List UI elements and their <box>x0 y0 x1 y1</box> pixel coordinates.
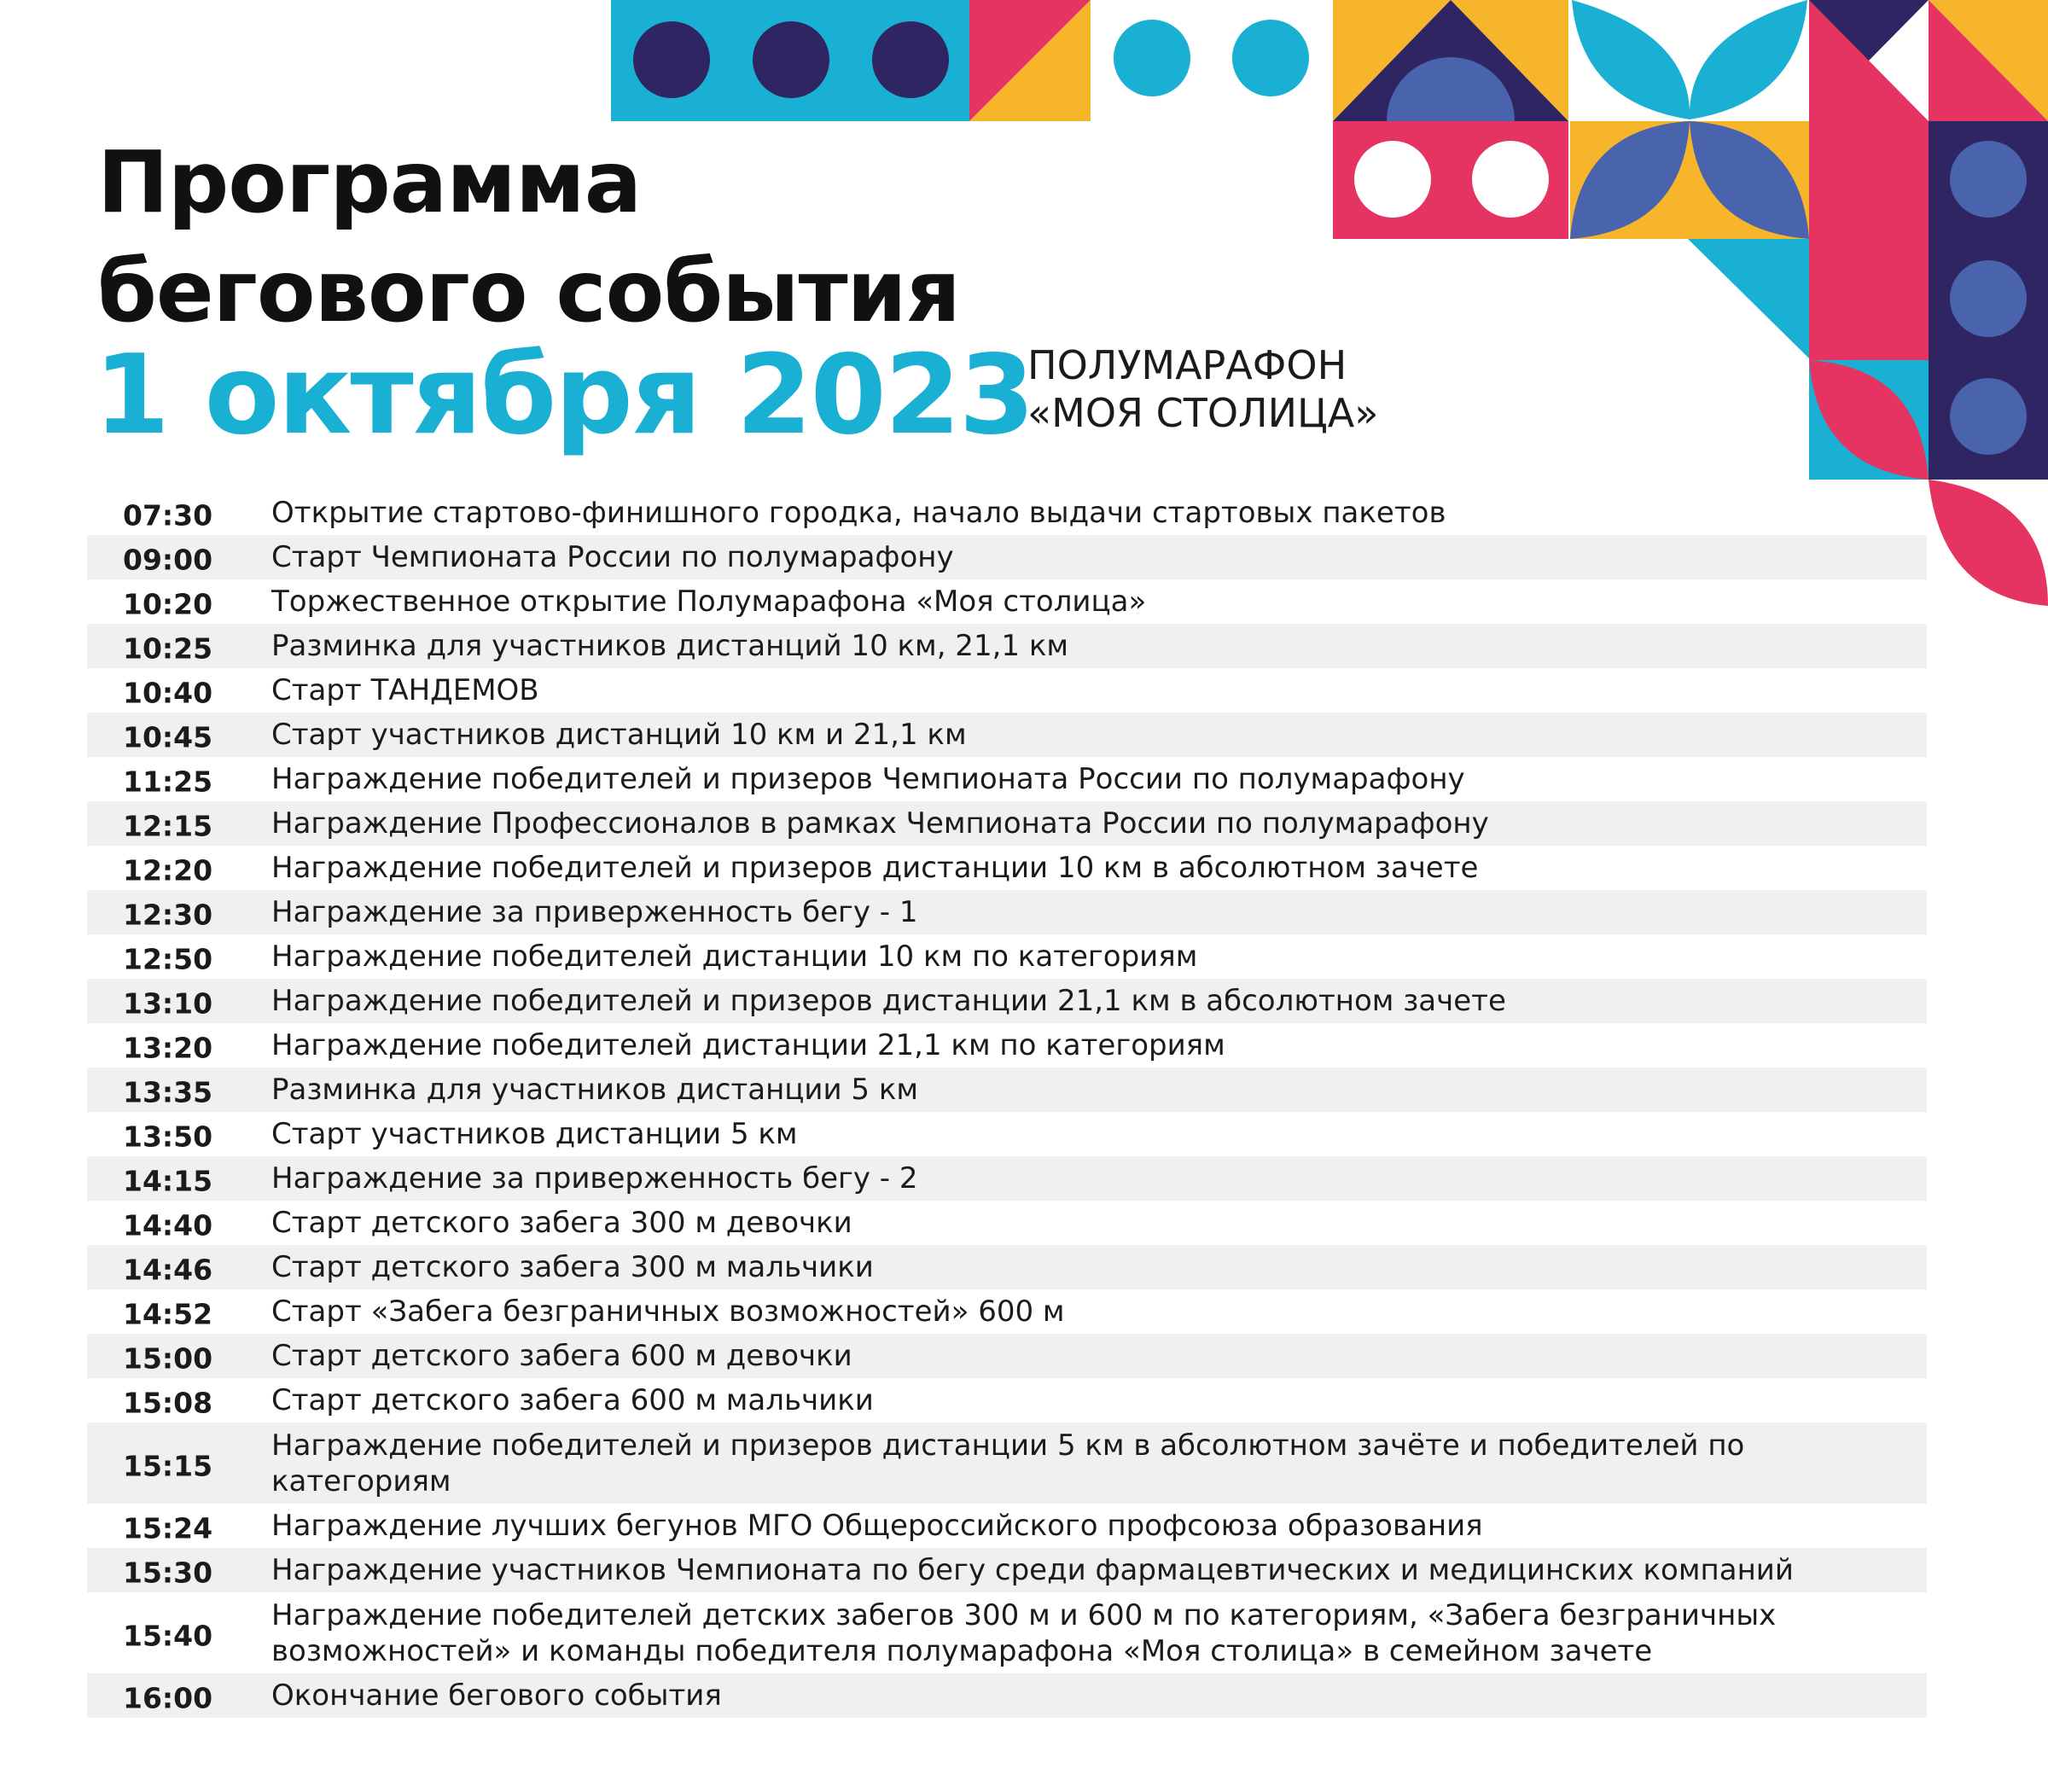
schedule-row <box>87 757 1927 801</box>
schedule-row <box>87 1592 1927 1673</box>
schedule-table <box>87 491 1927 1718</box>
schedule-text: Разминка для участников дистанций 10 км, 21,1 км <box>271 629 1069 663</box>
schedule-time: 10:20 <box>123 587 213 621</box>
schedule-row <box>87 1112 1927 1156</box>
schedule-text: Награждение Профессионалов в рамках Чемпионата России по полумарафону <box>271 806 1489 841</box>
schedule-text: Награждение за приверженность бегу - 1 <box>271 895 918 929</box>
schedule-row <box>87 1673 1927 1718</box>
schedule-text: Награждение участников Чемпионата по бегу среди фармацевтических и медицинских компаний <box>271 1553 1794 1587</box>
schedule-time: 09:00 <box>123 543 213 577</box>
schedule-text: Окончание бегового события <box>271 1679 722 1713</box>
schedule-time: 12:30 <box>123 898 213 932</box>
title-line-1: Программа <box>97 132 642 232</box>
schedule-row <box>87 979 1927 1023</box>
schedule-time: 07:30 <box>123 498 213 532</box>
schedule-row <box>87 1289 1927 1334</box>
schedule-row <box>87 1156 1927 1201</box>
schedule-text: Разминка для участников дистанции 5 км <box>271 1073 919 1107</box>
schedule-row <box>87 624 1927 668</box>
schedule-time: 15:08 <box>123 1386 213 1420</box>
event-name-line-1: ПОЛУМАРАФОН <box>1027 342 1347 388</box>
schedule-text: Старт участников дистанции 5 км <box>271 1117 798 1151</box>
schedule-row <box>87 801 1927 846</box>
schedule-row <box>87 934 1927 979</box>
schedule-row <box>87 1334 1927 1378</box>
schedule-time: 15:30 <box>123 1556 213 1590</box>
schedule-time: 10:45 <box>123 720 213 754</box>
schedule-time: 10:25 <box>123 631 213 666</box>
schedule-row <box>87 846 1927 890</box>
schedule-text: Награждение победителей и призеров Чемпионата России по полумарафону <box>271 762 1465 796</box>
schedule-row <box>87 1201 1927 1245</box>
schedule-text: Награждение победителей и призеров дистанции 5 км в абсолютном зачёте и победителей по категориям <box>271 1428 1745 1498</box>
schedule-text: Старт детского забега 300 м мальчики <box>271 1250 874 1284</box>
schedule-time: 14:46 <box>123 1253 213 1287</box>
schedule-time: 13:35 <box>123 1075 213 1109</box>
schedule-text: Старт участников дистанций 10 км и 21,1 км <box>271 718 967 752</box>
schedule-time: 13:10 <box>123 986 213 1021</box>
schedule-time: 15:40 <box>123 1619 213 1653</box>
schedule-time: 13:20 <box>123 1031 213 1065</box>
schedule-row <box>87 1068 1927 1112</box>
schedule-time: 12:15 <box>123 809 213 843</box>
schedule-row <box>87 535 1927 579</box>
schedule-row <box>87 1548 1927 1592</box>
event-date: 1 октября 2023 <box>94 332 1033 459</box>
schedule-text: Старт ТАНДЕМОВ <box>271 673 539 707</box>
schedule-time: 15:00 <box>123 1341 213 1376</box>
schedule-text: Старт детского забега 300 м девочки <box>271 1206 852 1240</box>
schedule-time: 14:15 <box>123 1164 213 1198</box>
schedule-time: 12:50 <box>123 942 213 976</box>
schedule-time: 15:15 <box>123 1449 213 1483</box>
schedule-text: Награждение победителей детских забегов 300 м и 600 м по категориям, «Забега безграничных возможностей» и команды победителя полумарафона «Моя столица» в семейном зачете <box>271 1597 1777 1668</box>
schedule-text: Награждение за приверженность бегу - 2 <box>271 1161 918 1196</box>
schedule-row <box>87 1423 1927 1504</box>
schedule-row <box>87 890 1927 934</box>
schedule-row <box>87 1378 1927 1423</box>
schedule-time: 11:25 <box>123 765 213 799</box>
schedule-text: Старт Чемпионата России по полумарафону <box>271 540 954 574</box>
schedule-time: 10:40 <box>123 676 213 710</box>
schedule-text: Награждение победителей дистанции 10 км по категориям <box>271 940 1198 974</box>
schedule-text: Награждение победителей дистанции 21,1 км по категориям <box>271 1028 1225 1062</box>
schedule-text: Открытие стартово-финишного городка, начало выдачи стартовых пакетов <box>271 496 1446 530</box>
schedule-text: Торжественное открытие Полумарафона «Моя столица» <box>271 585 1147 619</box>
schedule-text: Старт «Забега безграничных возможностей» 600 м <box>271 1295 1065 1329</box>
schedule-row <box>87 668 1927 713</box>
schedule-text: Награждение победителей и призеров дистанции 10 км в абсолютном зачете <box>271 851 1479 885</box>
page-title <box>97 128 960 346</box>
schedule-time: 14:40 <box>123 1208 213 1242</box>
schedule-text: Старт детского забега 600 м девочки <box>271 1339 852 1373</box>
schedule-time: 14:52 <box>123 1297 213 1331</box>
schedule-text: Награждение победителей и призеров дистанции 21,1 км в абсолютном зачете <box>271 984 1506 1018</box>
schedule-row <box>87 1023 1927 1068</box>
schedule-time: 16:00 <box>123 1681 213 1715</box>
schedule-text: Старт детского забега 600 м мальчики <box>271 1383 874 1417</box>
schedule-row <box>87 491 1927 535</box>
schedule-row <box>87 713 1927 757</box>
schedule-text: Награждение лучших бегунов МГО Общероссийского профсоюза образования <box>271 1509 1483 1543</box>
title-line-2: бегового события <box>97 241 960 341</box>
event-name <box>1027 341 1378 437</box>
schedule-row <box>87 1504 1927 1548</box>
schedule-row <box>87 579 1927 624</box>
schedule-time: 15:24 <box>123 1511 213 1545</box>
schedule-row <box>87 1245 1927 1289</box>
event-name-line-2: «МОЯ СТОЛИЦА» <box>1027 390 1379 436</box>
schedule-time: 12:20 <box>123 853 213 887</box>
schedule-time: 13:50 <box>123 1120 213 1154</box>
